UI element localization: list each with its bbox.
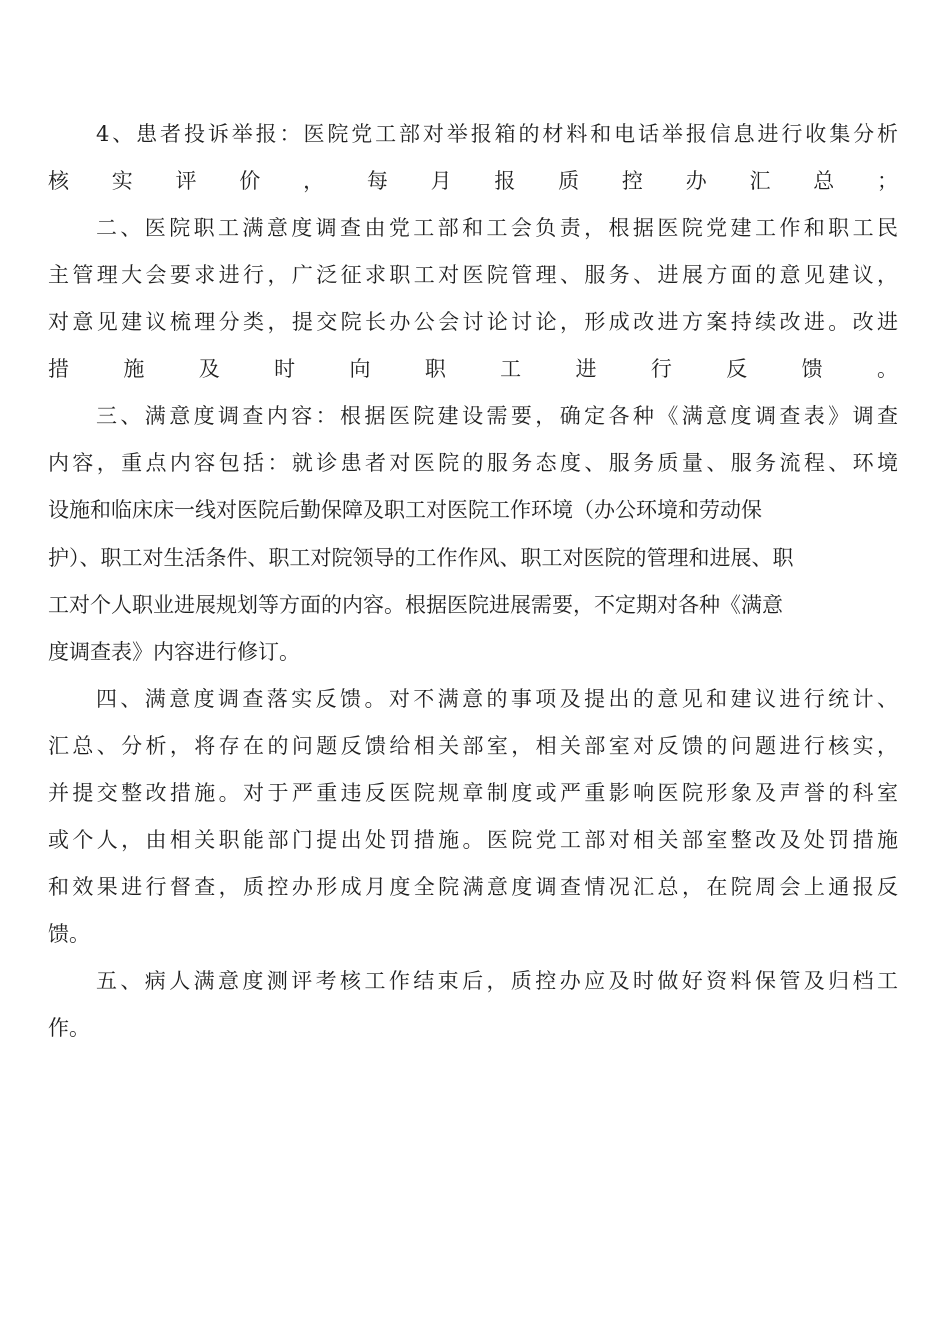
section-4-line-6: 馈。 [48,922,90,946]
section-2-line-4: 措施及时向职工进行反馈。 [48,357,898,381]
section-3-line-6: 度调查表》内容进行修订。 [48,640,300,664]
paragraph-4-line-2: 核实评价，每月报质控办汇总； [48,169,898,193]
section-5-line-2: 作。 [48,1016,90,1040]
section-3-line-1: 三、满意度调查内容：根据医院建设需要，确定各种《满意度调查表》调查 [96,404,898,428]
section-3-line-4: 护）、职工对生活条件、职工对院领导的工作作风、职工对医院的管理和进展、职 [48,546,794,570]
section-4-line-1: 四、满意度调查落实反馈。对不满意的事项及提出的意见和建议进行统计、 [96,687,898,711]
section-4-line-3: 并提交整改措施。对于严重违反医院规章制度或严重影响医院形象及声誉的科室 [48,781,898,805]
paragraph-4-line-1: 4、患者投诉举报：医院党工部对举报箱的材料和电话举报信息进行收集分析 [96,122,898,146]
section-2-line-1: 二、医院职工满意度调查由党工部和工会负责，根据医院党建工作和职工民 [96,216,898,240]
section-4-line-4: 或个人，由相关职能部门提出处罚措施。医院党工部对相关部室整改及处罚措施 [48,828,898,852]
section-2-line-3: 对意见建议梳理分类，提交院长办公会讨论讨论，形成改进方案持续改进。改进 [48,310,898,334]
section-5-line-1: 五、病人满意度测评考核工作结束后，质控办应及时做好资料保管及归档工 [96,969,898,993]
section-4-line-2: 汇总、分析，将存在的问题反馈给相关部室，相关部室对反馈的问题进行核实， [48,734,898,758]
section-4-line-5: 和效果进行督查，质控办形成月度全院满意度调查情况汇总，在院周会上通报反 [48,875,898,899]
section-3-line-2: 内容，重点内容包括：就诊患者对医院的服务态度、服务质量、服务流程、环境 [48,451,898,475]
section-2-line-2: 主管理大会要求进行，广泛征求职工对医院管理、服务、进展方面的意见建议， [48,263,898,287]
section-3-line-3: 设施和临床床一线对医院后勤保障及职工对医院工作环境（办公环境和劳动保 [48,498,762,522]
section-3-line-5: 工对个人职业进展规划等方面的内容。根据医院进展需要，不定期对各种《满意 [48,593,783,617]
